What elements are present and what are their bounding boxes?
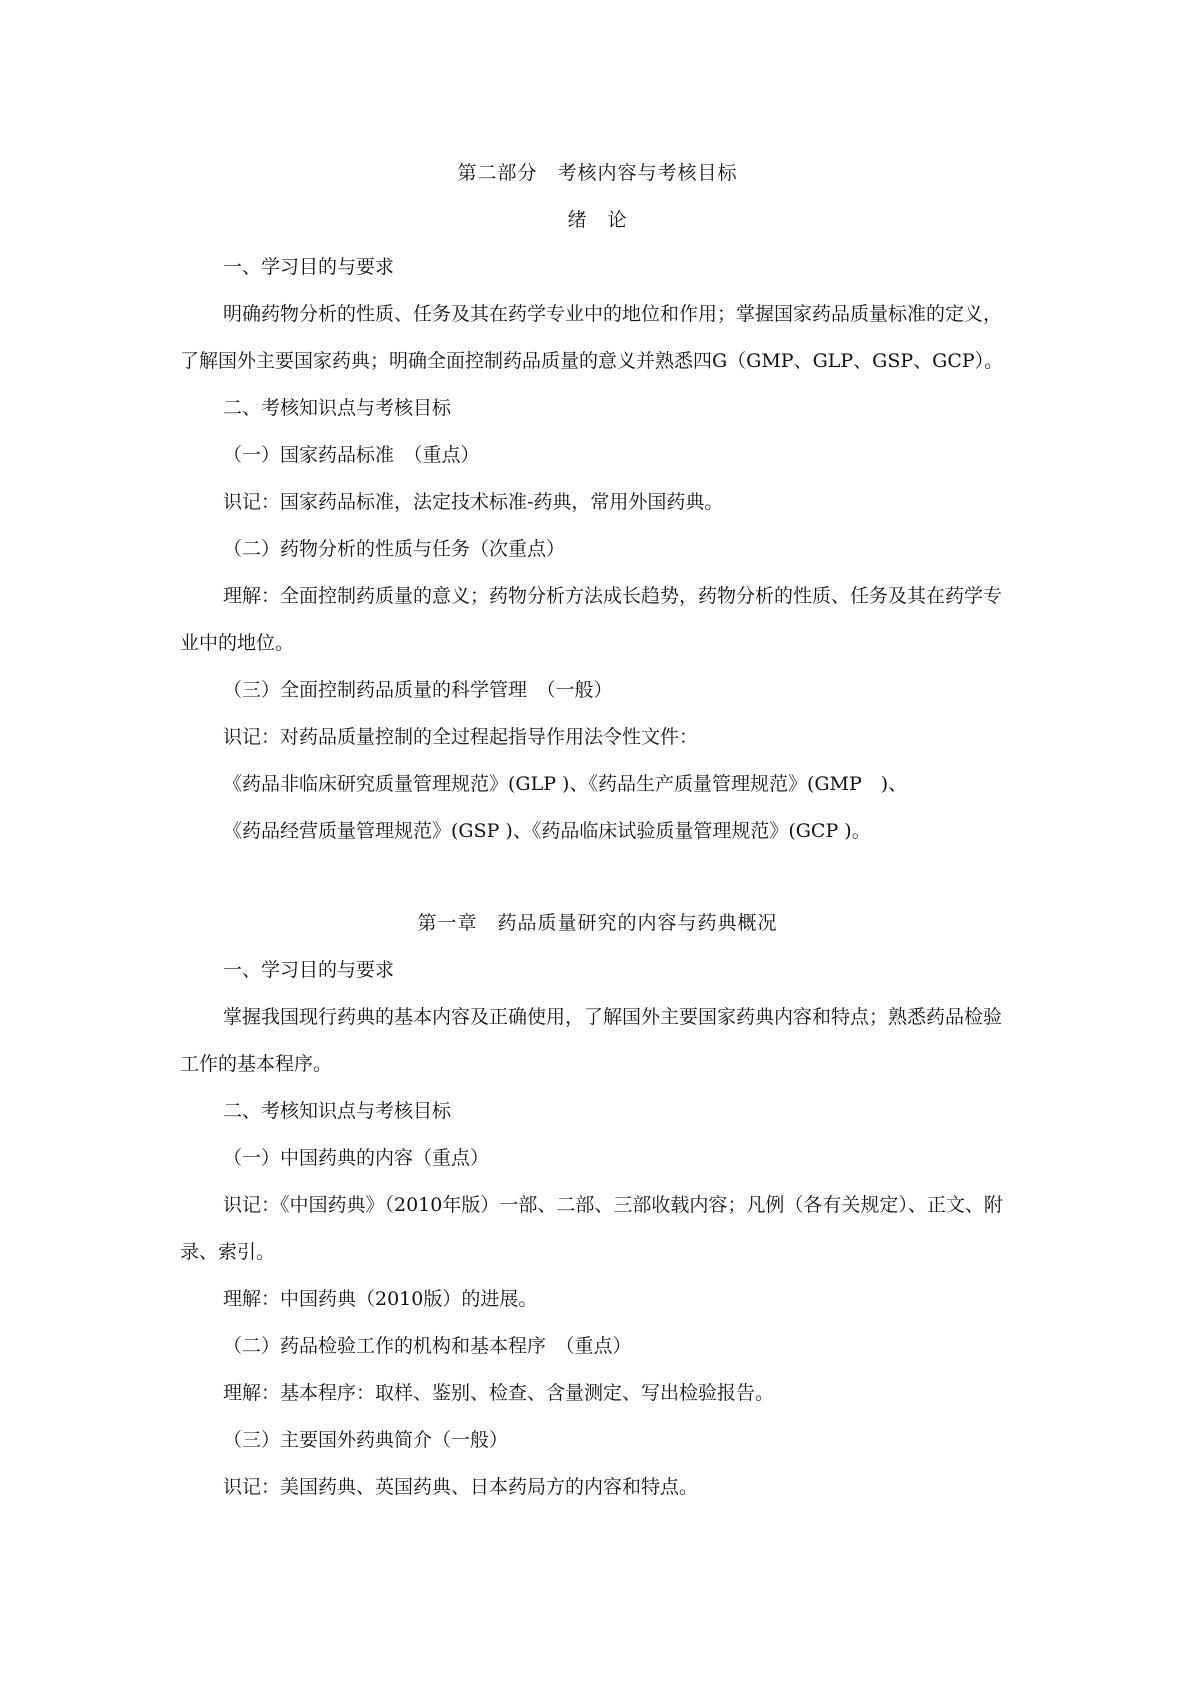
intro-subheading-1: （一）国家药品标准 （重点） [223, 444, 480, 466]
document-body [180, 150, 1015, 1511]
intro-title: 绪 论 [567, 209, 628, 231]
intro-heading-2: 二、考核知识点与考核目标 [223, 397, 452, 419]
section-gap [180, 855, 1015, 900]
intro-subtext-2: 理解：全面控制药质量的意义；药物分析方法成长趋势，药物分析的性质、任务及其在药学专业中的地位。 [180, 585, 1003, 654]
chapter-1-subheading-2: （二）药品检验工作的机构和基本程序 （重点） [223, 1335, 632, 1357]
intro-subtext-3-line-3: 《药品经营质量管理规范》(GSP )、《药品临床试验质量管理规范》(GCP )。 [223, 820, 871, 842]
intro-subtext-3-line-2: 《药品非临床研究质量管理规范》(GLP )、《药品生产质量管理规范》(GMP )、 [223, 773, 908, 795]
intro-paragraph-1: 明确药物分析的性质、任务及其在药学专业中的地位和作用；掌握国家药品质量标准的定义，了解国外主要国家药典；明确全面控制药品质量的意义并熟悉四G（GMP、GLP、GSP、GCP）。 [180, 303, 1004, 372]
intro-subtext-1: 识记：国家药品标准，法定技术标准-药典，常用外国药典。 [223, 491, 724, 513]
intro-subheading-3: （三）全面控制药品质量的科学管理 （一般） [223, 679, 613, 701]
chapter-1-subtext-1b: 理解：中国药典（2010版）的进展。 [223, 1288, 538, 1310]
intro-heading-1: 一、学习目的与要求 [223, 256, 395, 278]
part-title: 第二部分 考核内容与考核目标 [457, 162, 738, 184]
chapter-1-subtext-2: 理解：基本程序：取样、鉴别、检查、含量测定、写出检验报告。 [223, 1382, 775, 1404]
chapter-1-heading-1: 一、学习目的与要求 [223, 959, 395, 981]
chapter-1-heading-2: 二、考核知识点与考核目标 [223, 1100, 452, 1122]
chapter-1-subheading-3: （三）主要国外药典简介（一般） [223, 1429, 509, 1451]
chapter-1-title: 第一章 药品质量研究的内容与药典概况 [417, 912, 778, 934]
chapter-1-paragraph-1: 掌握我国现行药典的基本内容及正确使用，了解国外主要国家药典内容和特点；熟悉药品检验工作的基本程序。 [180, 1006, 1003, 1075]
intro-subtext-3: 识记：对药品质量控制的全过程起指导作用法令性文件： [223, 726, 699, 748]
intro-subheading-2: （二）药物分析的性质与任务（次重点） [223, 538, 566, 560]
chapter-1-subtext-1: 识记：《中国药典》（2010年版）一部、二部、三部收载内容；凡例（各有关规定）、正文、附录、索引。 [180, 1194, 1003, 1263]
chapter-1-subtext-3: 识记：美国药典、英国药典、日本药局方的内容和特点。 [223, 1476, 699, 1498]
chapter-1-subheading-1: （一）中国药典的内容（重点） [223, 1147, 490, 1169]
